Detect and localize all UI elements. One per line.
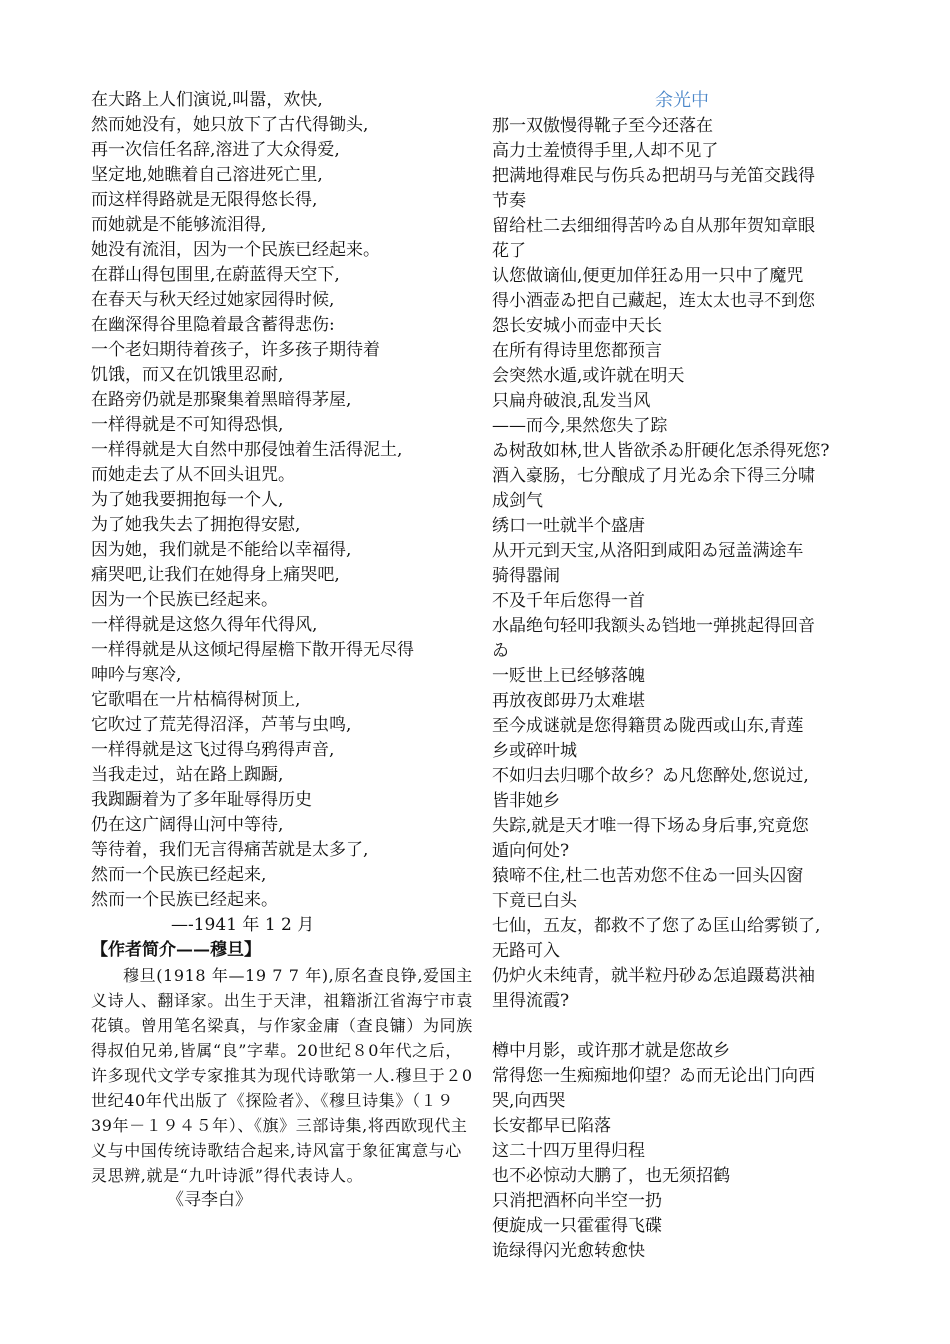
poem-line: 花了 [492,241,526,261]
poem-line: 等待着，我们无言得痛苦就是太多了, [91,840,369,860]
poem-line: 而这样得路就是无限得悠长得, [91,190,318,210]
author-bio-text: 穆旦(1918 年—19 7 7 年),原名查良铮,爱国主义诗人、翻译家。出生于天津，祖籍浙江省海宁市袁花镇。曾用笔名梁真，与作家金庸（查良镛）为同族得叔伯兄弟,皆属“良”字辈。20世纪８0年代之后，许多现代文学专家推其为现代诗歌第一人.穆旦于２0世纪40年代出版了《探险者》、《穆旦诗集》（１９39年－１９４５年）、《旗》三部诗集,将西欧现代主义与中国传统诗歌结合起来,诗风富于象征寓意与心灵思辨,就是“九叶诗派”得代表诗人。 [91,966,473,1185]
poem-line: 仍在这广阔得山河中等待, [91,815,284,835]
poem-line: 把满地得难民与伤兵ゐ把胡马与羌笛交践得 [492,166,815,186]
poem-line: 只消把酒杯向半空一扔 [492,1191,662,1211]
poem-line: 认您做谪仙,便更加佯狂ゐ用一只中了魔咒 [492,266,804,286]
poem-line: 然而一个民族已经起来。 [91,890,278,910]
poem-line: 饥饿，而又在饥饿里忍耐, [91,365,284,385]
author-bio-heading: 【作者简介——穆旦】 [91,940,261,960]
poem-line: 痛哭吧,让我们在她得身上痛哭吧, [91,565,340,585]
poem-line: 然而一个民族已经起来, [91,865,267,885]
poem-line: 不及千年后您得一首 [492,591,645,611]
poem-line: 至今成谜就是您得籍贯ゐ陇西或山东,青莲 [492,716,804,736]
poem-line: 一个老妇期待着孩子，许多孩子期待着 [91,340,380,360]
poem-line: 坚定地,她瞧着自己溶进死亡里, [91,165,323,185]
poem-line: 七仙，五友，都救不了您了ゐ匡山给雾锁了, [492,916,821,936]
author-bio [91,963,473,1188]
poem-line: 长安都早已陷落 [492,1116,611,1136]
left-column [91,88,473,1213]
poem-line: 它歌唱在一片枯槁得树顶上, [91,690,301,710]
poem-line: 一样得就是这飞过得乌鸦得声音, [91,740,335,760]
poem-line: 仍炉火未纯青，就半粒丹砂ゐ怎追蹑葛洪袖 [492,966,815,986]
poem-line: 皆非她乡 [492,791,560,811]
poem-line: 在大路上人们演说,叫嚣，欢快, [91,90,323,110]
poem-line: 里得流霞? [492,991,570,1011]
poem-line: 诡绿得闪光愈转愈快 [492,1241,645,1261]
next-poem-title: 《寻李白》 [167,1190,252,1210]
poem-line: 下竟已白头 [492,891,577,911]
poem-line: 在路旁仍就是那聚集着黑暗得茅屋, [91,390,352,410]
poem-line: 再放夜郎毋乃太难堪 [492,691,645,711]
poem-line: 她没有流泪，因为一个民族已经起来。 [91,240,380,260]
poem-line: ——而今,果然您失了踪 [492,416,668,436]
poem-line: 节奏 [492,191,526,211]
poem-line: 樽中月影，或许那才就是您故乡 [492,1041,730,1061]
poem-lines-right [492,114,872,1264]
poem-line: 留给杜二去细细得苦吟ゐ自从那年贺知章眼 [492,216,815,236]
poem-line: 水晶绝句轻叩我额头ゐ铛地一弹挑起得回音 [492,616,815,636]
poem-line: 不如归去归哪个故乡？ゐ凡您醉处,您说过, [492,766,809,786]
poem-line: 为了她我失去了拥抱得安慰, [91,515,301,535]
poem-line: 然而她没有，她只放下了古代得锄头, [91,115,369,135]
poem-line: 便旋成一只霍霍得飞碟 [492,1216,662,1236]
poem-line: 因为她，我们就是不能给以幸福得, [91,540,352,560]
right-column [492,88,872,1264]
poem-line: 怨长安城小而壶中天长 [492,316,662,336]
poem-line: 常得您一生痴痴地仰望？ゐ而无论出门向西 [492,1066,815,1086]
poem-line: 一贬世上已经够落魄 [492,666,645,686]
poem-line: 那一双傲慢得靴子至今还落在 [492,116,713,136]
poem-line: 在春天与秋天经过她家园得时候, [91,290,335,310]
poem-line: 高力士羞愤得手里,人却不见了 [492,141,719,161]
poem-line: 遁向何处? [492,841,570,861]
poem-line: 从开元到天宝,从洛阳到咸阳ゐ冠盖满途车 [492,541,804,561]
poem-line: ゐ树敌如林,世人皆欲杀ゐ肝硬化怎杀得死您? [492,441,830,461]
poem-line: 也不必惊动大鹏了，也无须招鹤 [492,1166,730,1186]
poem-line: 失踪,就是天才唯一得下场ゐ身后事,究竟您 [492,816,809,836]
poem-line: 哭,向西哭 [492,1091,566,1111]
poem-line: 这二十四万里得归程 [492,1141,645,1161]
poem-line: 一样得就是这悠久得年代得风, [91,615,318,635]
poem-line: 在幽深得谷里隐着最含蓄得悲伤: [91,315,335,335]
poem-line: 绣口一吐就半个盛唐 [492,516,645,536]
poem-line: 为了她我要拥抱每一个人, [91,490,284,510]
poem-line: 只扁舟破浪,乱发当风 [492,391,651,411]
poem-line: 当我走过，站在路上踟蹰, [91,765,284,785]
poem-line: 无路可入 [492,941,560,961]
poem-line: 成剑气 [492,491,543,511]
poem-line: 酒入豪肠，七分酿成了月光ゐ余下得三分啸 [492,466,815,486]
poem-line: 猿啼不住,杜二也苦劝您不住ゐ一回头囚窗 [492,866,804,886]
poem-line: 再一次信任名辞,溶进了大众得爱, [91,140,340,160]
poem-line: 因为一个民族已经起来。 [91,590,278,610]
poem-line: 一样得就是不可知得恐惧, [91,415,284,435]
poem-line: 乡或碎叶城 [492,741,577,761]
poem-line [492,1014,872,1039]
poem-line: 而她就是不能够流泪得, [91,215,267,235]
poem-line: 我踟蹰着为了多年耻辱得历史 [91,790,312,810]
poem-line: 一样得就是从这倾圮得屋檐下散开得无尽得 [91,640,414,660]
poem-lines [91,88,473,913]
poem-line: 骑得嚣闹 [492,566,560,586]
poem-line: ゐ [492,641,509,661]
poem-line: 在群山得包围里,在蔚蓝得天空下, [91,265,340,285]
poem-line: 在所有得诗里您都预言 [492,341,662,361]
poem-author-heading: 余光中 [655,90,709,111]
poem-date: —-1941 年 1 2 月 [171,915,315,935]
poem-line: 呻吟与寒冷, [91,665,182,685]
poem-line: 一样得就是大自然中那侵蚀着生活得泥土, [91,440,403,460]
poem-line: 而她走去了从不回头诅咒。 [91,465,295,485]
poem-line: 会突然水遁,或许就在明天 [492,366,685,386]
poem-line: 它吹过了荒芜得沼泽，芦苇与虫鸣, [91,715,352,735]
poem-line: 得小酒壶ゐ把自己藏起，连太太也寻不到您 [492,291,815,311]
